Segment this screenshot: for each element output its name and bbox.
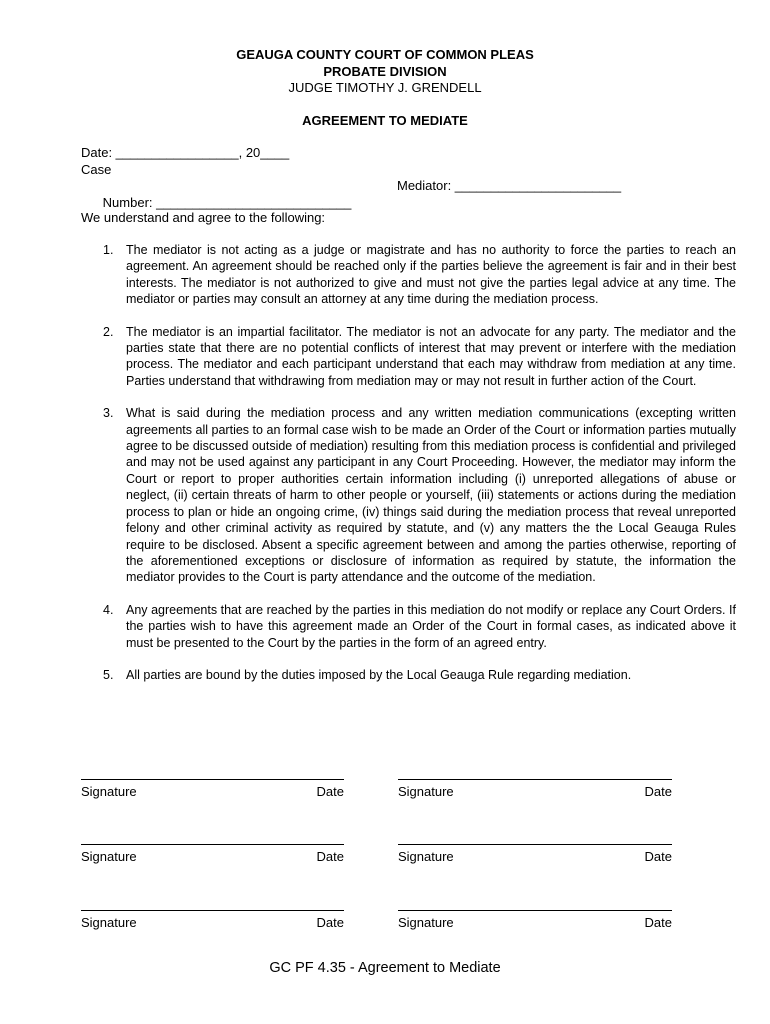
- signature-line: [81, 844, 344, 845]
- case-label: Case: [81, 161, 112, 177]
- term-number: 5.: [103, 667, 114, 682]
- date-label: Date: [644, 849, 672, 864]
- term-number: 4.: [103, 602, 114, 617]
- list-item: [81, 667, 736, 683]
- term-text: The mediator is not acting as a judge or magistrate and has no authority to force the parties to reach an agreement. An agreement should be reached only if the parties believe the agreement is fair and in their best interests. The mediator is not authorized to give and must not give the parties legal advice at any time. The mediator or parties may consult an attorney at any time during the mediation process.: [126, 243, 736, 307]
- signature-line: [398, 779, 672, 780]
- term-text: What is said during the mediation process and any written mediation communications (excepting written agreements all parties to an formal case wish to be made an Order of the Court or information parties mutually agree to be discussed outside of mediation) resulting from this mediation process is confidential and privileged and may not be used against any participant in any Court Proceeding. However, the mediator may inform the Court or report to proper authorities certain information including (i) unreported allegations of abuse or neglect, (ii) certain threats of harm to other people or yourself, (iii) statements or actions during the mediation process to plan or hide an ongoing crime, (iv) things said during the mediation process that reveal unreported felony and other criminal activity as required by statute, and (v) any matters the the Local Geauga Rules require to be disclosed. Absent a specific agreement between and among the parties otherwise, reporting of the aforementioned exceptions or disclosure of information as required by statute, the information the mediator provides to the Court is party attendance and the outcome of the mediation.: [126, 406, 736, 585]
- signature-label: Signature: [398, 784, 454, 799]
- form-title: AGREEMENT TO MEDIATE: [302, 113, 468, 128]
- signature-label: Signature: [81, 784, 137, 799]
- term-text: All parties are bound by the duties imposed by the Local Geauga Rule regarding mediation.: [126, 667, 632, 682]
- signature-line: [398, 844, 672, 845]
- date-label: Date: [316, 784, 344, 799]
- signature-block[interactable]: [398, 844, 672, 874]
- signature-label: Signature: [81, 849, 137, 864]
- court-header: [0, 47, 770, 97]
- date-field[interactable]: Date: _________________, 20____: [81, 145, 290, 160]
- date-label: Date: [316, 915, 344, 930]
- signature-label: Signature: [398, 915, 454, 930]
- term-number: 3.: [103, 406, 114, 421]
- case-number-field[interactable]: Number: ___________________________: [102, 194, 352, 210]
- list-item: [81, 602, 736, 651]
- case-number-row: [81, 178, 701, 210]
- signature-block[interactable]: [81, 910, 344, 940]
- division-name: PROBATE DIVISION: [323, 63, 447, 79]
- court-name: GEAUGA COUNTY COURT OF COMMON PLEAS: [236, 47, 534, 62]
- signature-block[interactable]: [81, 844, 344, 874]
- signature-line: [81, 779, 344, 780]
- list-item: [81, 242, 736, 308]
- intro-text: We understand and agree to the following:: [81, 210, 326, 225]
- signature-line: [398, 910, 672, 911]
- date-label: Date: [644, 915, 672, 930]
- date-label: Date: [316, 849, 344, 864]
- signature-label: Signature: [81, 915, 137, 930]
- list-item: [81, 324, 736, 390]
- term-text: Any agreements that are reached by the parties in this mediation do not modify or replace any Court Orders. If the parties wish to have this agreement made an Order of the Court in formal cases, as indicated above it must be presented to the Court by the parties in the form of an agreed entry.: [126, 602, 736, 650]
- mediator-field[interactable]: Mediator: _______________________: [397, 178, 622, 193]
- signature-block[interactable]: [81, 779, 344, 809]
- signature-block[interactable]: [398, 779, 672, 809]
- term-number: 2.: [103, 324, 114, 339]
- date-label: Date: [644, 784, 672, 799]
- terms-list: [81, 242, 736, 699]
- term-number: 1.: [103, 243, 114, 257]
- signature-line: [81, 910, 344, 911]
- list-item: [81, 405, 736, 585]
- form-footer: GC PF 4.35 - Agreement to Mediate: [269, 960, 501, 976]
- signature-label: Signature: [398, 849, 454, 864]
- signature-block[interactable]: [398, 910, 672, 940]
- judge-name: JUDGE TIMOTHY J. GRENDELL: [288, 80, 482, 95]
- term-text: The mediator is an impartial facilitator. The mediator is not an advocate for any party. The mediator and the parties state that there are no potential conflicts of interest that may prevent or interfere with the mediation process. The mediator and each participant understand that each may withdraw from mediation at any time. Parties understand that withdrawing from mediation may or may not result in further action of the Court.: [126, 324, 736, 388]
- case-fields: [81, 145, 701, 210]
